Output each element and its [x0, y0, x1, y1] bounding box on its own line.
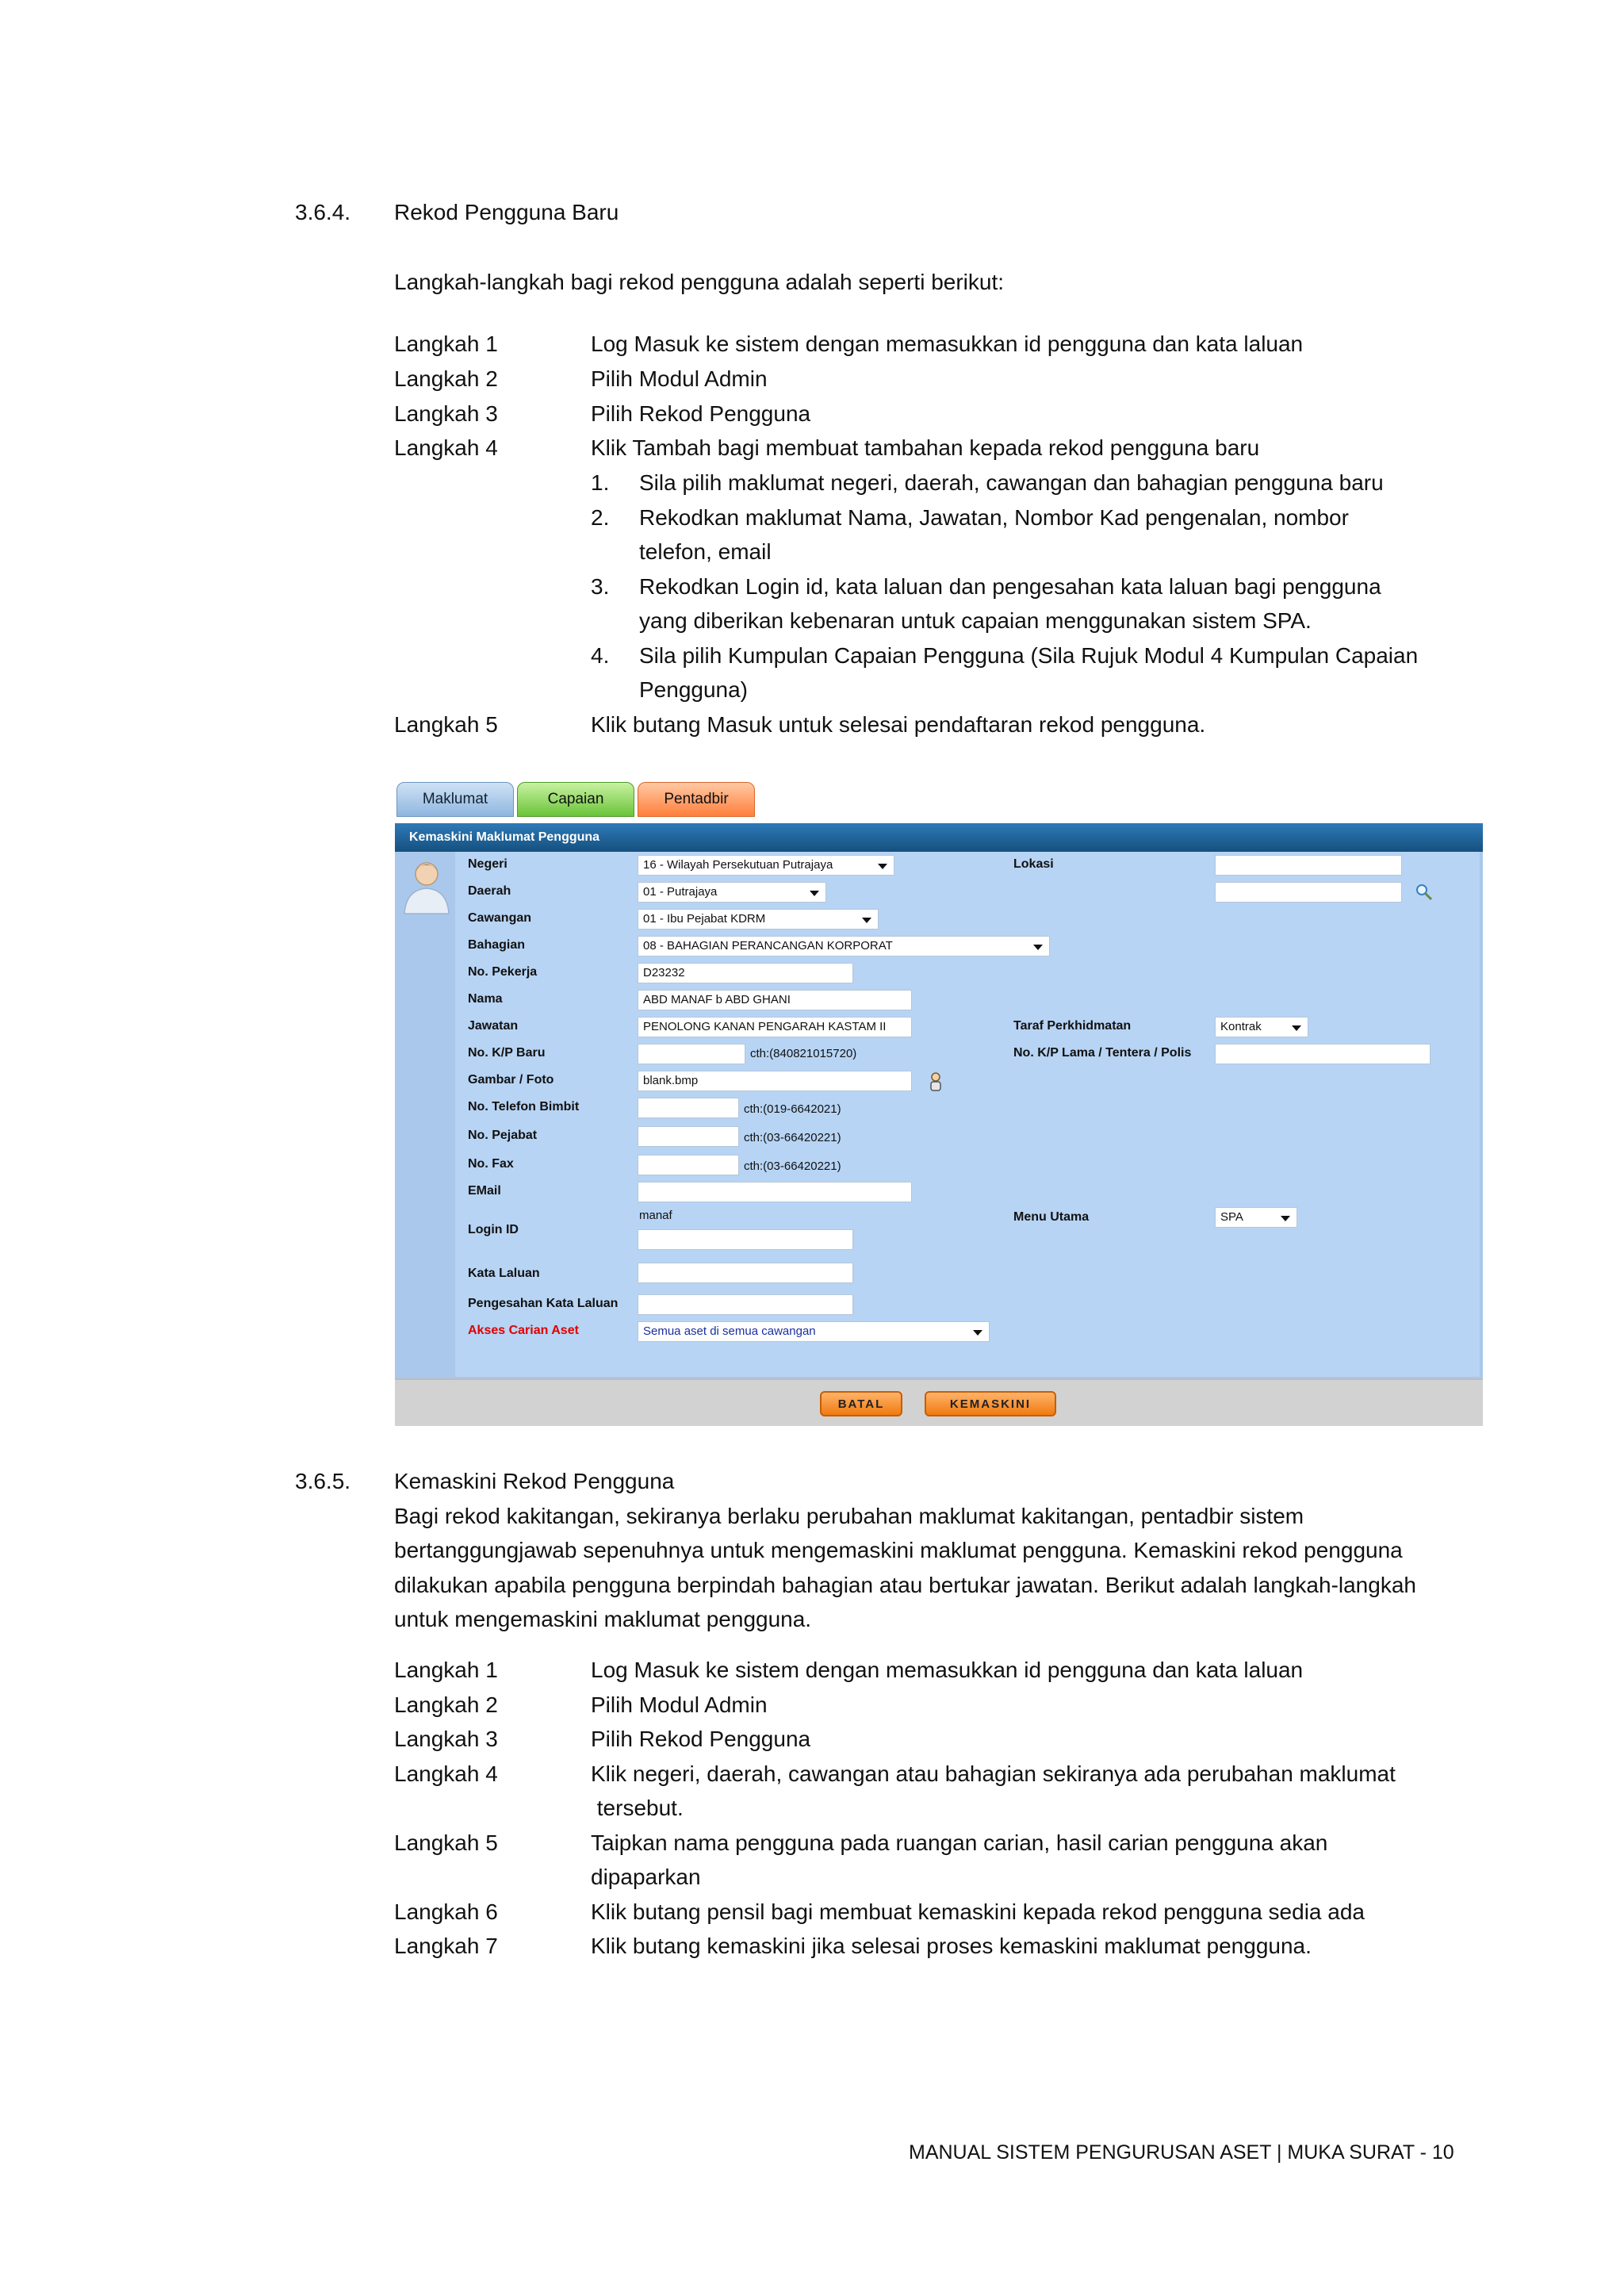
- step-label: Langkah 4: [394, 1761, 498, 1786]
- tab-capaian[interactable]: Capaian: [517, 782, 634, 817]
- label-bahagian: Bahagian: [468, 938, 526, 952]
- no-fax-input[interactable]: [638, 1155, 739, 1175]
- step-label: Langkah 2: [394, 366, 498, 391]
- lokasi-search-input[interactable]: [1215, 882, 1402, 903]
- step-text: dipaparkan: [591, 1865, 701, 1889]
- row-nama: [455, 987, 1480, 1015]
- step-text: Taipkan nama pengguna pada ruangan carian, hasil carian pengguna akan: [591, 1830, 1328, 1855]
- login-id-value: manaf: [639, 1209, 672, 1222]
- label-daerah: Daerah: [468, 884, 511, 898]
- label-kata-laluan: Kata Laluan: [468, 1267, 540, 1280]
- row-daerah: [455, 879, 1480, 907]
- section-title: Kemaskini Rekod Pengguna: [394, 1469, 675, 1493]
- substep-text: telefon, email: [639, 539, 772, 564]
- step-text: Log Masuk ke sistem dengan memasukkan id pengguna dan kata laluan: [591, 1658, 1304, 1682]
- step-label: Langkah 3: [394, 401, 498, 426]
- row-telefon-bimbit: [455, 1094, 1480, 1125]
- substep-text: Rekodkan Login id, kata laluan dan pengesahan kata laluan bagi pengguna: [639, 574, 1381, 599]
- kp-baru-input[interactable]: [638, 1044, 745, 1064]
- row-kp-baru: [455, 1041, 1480, 1069]
- label-jawatan: Jawatan: [468, 1019, 519, 1033]
- label-telefon-bimbit: No. Telefon Bimbit: [468, 1100, 580, 1114]
- label-akses: Akses Carian Aset: [468, 1324, 579, 1337]
- paragraph-line: bertanggungjawab sepenuhnya untuk mengemaskini maklumat pengguna. Kemaskini rekod pengguna: [394, 1538, 1403, 1562]
- step-label: Langkah 4: [394, 435, 498, 460]
- step-label: Langkah 7: [394, 1934, 498, 1958]
- row-negeri: [455, 852, 1480, 880]
- step-label: Langkah 5: [394, 1830, 498, 1855]
- substep-number: 3.: [591, 574, 610, 599]
- search-icon[interactable]: [1415, 883, 1434, 902]
- gambar-input[interactable]: blank.bmp: [638, 1071, 912, 1091]
- akses-select[interactable]: Semua aset di semua cawangan: [638, 1321, 990, 1342]
- pengesahan-input[interactable]: [638, 1294, 853, 1315]
- label-cawangan: Cawangan: [468, 911, 532, 925]
- menu-utama-select[interactable]: SPA: [1215, 1207, 1297, 1228]
- substep-text: yang diberikan kebenaran untuk capaian menggunakan sistem SPA.: [639, 608, 1312, 633]
- fax-hint: cth:(03-66420221): [744, 1159, 841, 1173]
- user-avatar-icon: [401, 857, 452, 917]
- paragraph-line: dilakukan apabila pengguna berpindah bahagian atau bertukar jawatan. Berikut adalah langkah-langkah: [394, 1573, 1416, 1597]
- row-pengesahan: [455, 1291, 1480, 1320]
- label-no-fax: No. Fax: [468, 1157, 514, 1171]
- cawangan-select[interactable]: 01 - Ibu Pejabat KDRM: [638, 909, 879, 930]
- substep-text: Pengguna): [639, 677, 749, 702]
- step-label: Langkah 2: [394, 1692, 498, 1717]
- row-no-pejabat: [455, 1123, 1480, 1153]
- label-menu-utama: Menu Utama: [1013, 1210, 1090, 1224]
- row-cawangan: [455, 906, 1480, 934]
- step-label: Langkah 3: [394, 1727, 498, 1751]
- login-id-input[interactable]: [638, 1229, 853, 1250]
- paragraph-line: Bagi rekod kakitangan, sekiranya berlaku perubahan maklumat kakitangan, pentadbir sistem: [394, 1504, 1304, 1528]
- step-text: Pilih Rekod Pengguna: [591, 1727, 811, 1751]
- tab-maklumat[interactable]: Maklumat: [396, 782, 514, 817]
- substep-number: 2.: [591, 505, 610, 530]
- tab-pentadbir[interactable]: Pentadbir: [638, 782, 755, 817]
- telefon-bimbit-input[interactable]: [638, 1098, 739, 1118]
- label-no-pekerja: No. Pekerja: [468, 965, 538, 979]
- form-button-bar: [395, 1378, 1483, 1426]
- lokasi-input[interactable]: [1215, 855, 1402, 876]
- step-text: Klik negeri, daerah, cawangan atau bahagian sekiranya ada perubahan maklumat: [591, 1761, 1396, 1786]
- kata-laluan-input[interactable]: [638, 1263, 853, 1283]
- label-pengesahan: Pengesahan Kata Laluan: [468, 1297, 619, 1310]
- kemaskini-button[interactable]: KEMASKINI: [925, 1391, 1056, 1416]
- substep-text: Sila pilih maklumat negeri, daerah, cawangan dan bahagian pengguna baru: [639, 470, 1384, 495]
- step-text: Klik butang Masuk untuk selesai pendaftaran rekod pengguna.: [591, 712, 1206, 737]
- label-nama: Nama: [468, 992, 503, 1006]
- row-empty: [455, 1345, 1480, 1377]
- page-footer: MANUAL SISTEM PENGURUSAN ASET | MUKA SURAT - 10: [909, 2141, 1454, 2164]
- kp-baru-hint: cth:(840821015720): [750, 1047, 857, 1060]
- step-text: Pilih Modul Admin: [591, 366, 768, 391]
- step-text: Pilih Modul Admin: [591, 1692, 768, 1717]
- section-number: 3.6.4.: [295, 200, 351, 224]
- label-kp-lama: No. K/P Lama / Tentera / Polis: [1013, 1046, 1192, 1060]
- step-text: Klik Tambah bagi membuat tambahan kepada rekod pengguna baru: [591, 435, 1260, 460]
- step-label: Langkah 6: [394, 1899, 498, 1924]
- substep-number: 4.: [591, 643, 610, 668]
- pejabat-hint: cth:(03-66420221): [744, 1131, 841, 1144]
- no-pekerja-input[interactable]: D23232: [638, 963, 853, 983]
- substep-text: Sila pilih Kumpulan Capaian Pengguna (Sila Rujuk Modul 4 Kumpulan Capaian: [639, 643, 1419, 668]
- paragraph-line: untuk mengemaskini maklumat pengguna.: [394, 1607, 812, 1631]
- substep-number: 1.: [591, 470, 610, 495]
- form-title-bar: Kemaskini Maklumat Pengguna: [395, 823, 1483, 852]
- step-text: Pilih Rekod Pengguna: [591, 401, 811, 426]
- step-label: Langkah 1: [394, 1658, 498, 1682]
- daerah-select[interactable]: 01 - Putrajaya: [638, 882, 826, 903]
- row-no-pekerja: [455, 960, 1480, 988]
- label-negeri: Negeri: [468, 857, 508, 871]
- kp-lama-input[interactable]: [1215, 1044, 1431, 1064]
- negeri-select[interactable]: 16 - Wilayah Persekutuan Putrajaya: [638, 855, 894, 876]
- batal-button[interactable]: BATAL: [820, 1391, 902, 1416]
- user-form-screenshot: [395, 782, 1483, 1424]
- label-kp-baru: No. K/P Baru: [468, 1046, 546, 1060]
- row-bahagian: [455, 933, 1480, 961]
- no-pejabat-input[interactable]: [638, 1126, 739, 1147]
- form-area: [395, 852, 1483, 1378]
- label-lokasi: Lokasi: [1013, 857, 1054, 871]
- step-text: Log Masuk ke sistem dengan memasukkan id pengguna dan kata laluan: [591, 332, 1304, 356]
- user-browse-icon[interactable]: [928, 1071, 944, 1092]
- telefon-hint: cth:(019-6642021): [744, 1102, 841, 1116]
- row-email: [455, 1179, 1480, 1207]
- step-text: Klik butang pensil bagi membuat kemaskini kepada rekod pengguna sedia ada: [591, 1899, 1365, 1924]
- substep-text: Rekodkan maklumat Nama, Jawatan, Nombor Kad pengenalan, nombor: [639, 505, 1349, 530]
- row-kata-laluan: [455, 1255, 1480, 1293]
- section-number: 3.6.5.: [295, 1469, 351, 1493]
- bahagian-select[interactable]: 08 - BAHAGIAN PERANCANGAN KORPORAT: [638, 936, 1050, 956]
- jawatan-input[interactable]: PENOLONG KANAN PENGARAH KASTAM II: [638, 1017, 912, 1037]
- section-intro: Langkah-langkah bagi rekod pengguna adalah seperti berikut:: [394, 270, 1005, 294]
- email-input[interactable]: [638, 1182, 912, 1202]
- label-taraf: Taraf Perkhidmatan: [1013, 1019, 1132, 1033]
- step-label: Langkah 5: [394, 712, 498, 737]
- step-text: tersebut.: [591, 1796, 684, 1820]
- label-gambar: Gambar / Foto: [468, 1073, 554, 1087]
- row-jawatan: [455, 1014, 1480, 1042]
- nama-input[interactable]: ABD MANAF b ABD GHANI: [638, 990, 912, 1010]
- label-login-id: Login ID: [468, 1223, 519, 1236]
- taraf-select[interactable]: Kontrak: [1215, 1017, 1308, 1037]
- step-label: Langkah 1: [394, 332, 498, 356]
- step-text: Klik butang kemaskini jika selesai proses kemaskini maklumat pengguna.: [591, 1934, 1312, 1958]
- label-email: EMail: [468, 1184, 501, 1198]
- label-no-pejabat: No. Pejabat: [468, 1129, 538, 1142]
- row-gambar: [455, 1068, 1480, 1096]
- section-title: Rekod Pengguna Baru: [394, 200, 619, 224]
- row-akses: [455, 1318, 1480, 1347]
- row-no-fax: [455, 1152, 1480, 1180]
- row-login-id: [455, 1205, 1480, 1256]
